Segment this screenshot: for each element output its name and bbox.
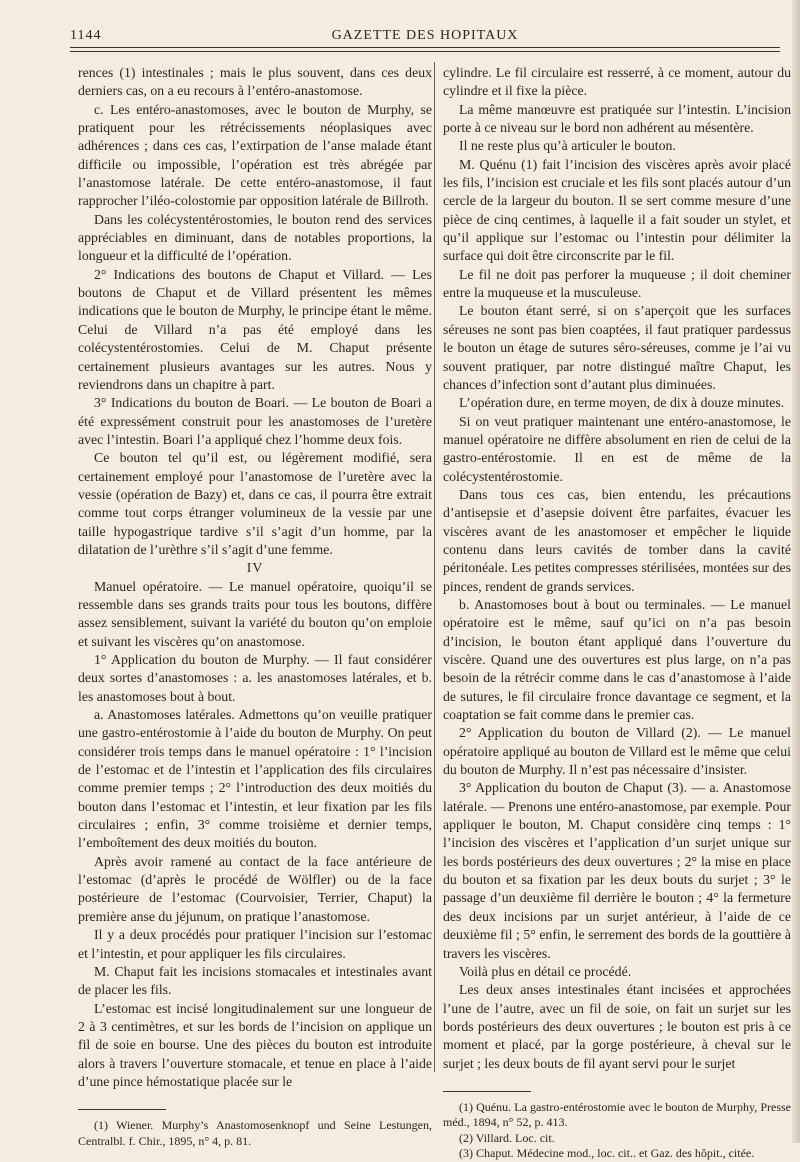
paragraph: Dans tous ces cas, bien entendu, les précautions d’antisepsie et d’asepsie doivent être parfaites, évacuer les viscères avant de les anastomoser et empêcher le liquide contenu dans leurs cavités de tomber dans la cavité péritonéale. Les petites compresses stérilisées, montées sur des pinces, rendent de grands services. — [443, 486, 791, 594]
page-edge — [792, 0, 800, 1143]
paragraph: 2° Indications des boutons de Chaput et Villard. — Les boutons de Chaput et de Villard présentent les mêmes indications que le bouton de Murphy, le principe étant le même. Celui de Villard n’a pas été employé dans les colécystentérostomies. Celui de M. Chaput présente certainement plusieurs avantages sur les autres. Nous y reviendrons dans un chapitre à part. — [78, 266, 432, 392]
paragraph: L’estomac est incisé longitudinalement sur une longueur de 2 à 3 centimètres, et sur les bords de l’incision on applique un fil de soie en bourse. Une des pièces du bouton est introduite alors à travers l’ouverture stomacale, et tenue en place à l’aide d’une pince hémostatique placée sur le — [78, 1000, 432, 1089]
paragraph: Il ne reste plus qu’à articuler le bouton. — [459, 138, 676, 154]
right-column — [443, 64, 791, 1162]
paragraph: cylindre. Le fil circulaire est resserré, à ce moment, autour du cylindre et il fixe la pièce. — [443, 65, 791, 99]
header-rule — [70, 47, 780, 48]
paragraph: 1° Application du bouton de Murphy. — Il faut considérer deux sortes d’anastomoses : a. les anastomoses latérales, et b. les anastomoses bout à bout. — [78, 652, 432, 704]
paragraph: M. Quénu (1) fait l’incision des viscères après avoir placé les fils, l’incision est cruciale et les fils sont placés autour d’un cercle de la largeur du bouton. Il se sert comme mesure d’une pièce de cinq centimes, à laquelle il a fait souder un stylet, et qu’il applique sur l’estomac ou l’intestin pour délimiter la surface qui doit être circonscrite par le fil. — [443, 156, 791, 264]
paragraph: Voilà plus en détail ce procédé. — [459, 963, 632, 979]
footnote-rule — [443, 1091, 531, 1092]
paragraph: 3° Indications du bouton de Boari. — Le bouton de Boari a été expressément construit pour les anastomoses de l’uretère avec l’intestin. Boari l’a appliqué chez l’homme deux fois. — [78, 395, 432, 447]
journal-title: GAZETTE DES HOPITAUX — [331, 28, 519, 43]
paragraph: Le bouton étant serré, si on s’aperçoit que les surfaces séreuses ne sont pas bien coaptées, il faut pratiquer pardessus le bouton un étage de sutures séro-séreuses, comme je l’ai vu souvent pratiquer, par notre distingué maître Chaput, les chances d’infection sont d’autant plus diminuées. — [443, 303, 791, 392]
paragraph: L’opération dure, en terme moyen, de dix à douze minutes. — [459, 395, 785, 411]
paragraph: a. Anastomoses latérales. Admettons qu’on veuille pratiquer une gastro-entérostomie à l’aide du bouton de Murphy. On peut considérer trois temps dans le manuel opératoire : 1° l’incision de l’estomac et de l’intestin et l’application des fils circulaires comme premier temps ; 2° l’introduction des deux moitiés du bouton dans l’estomac et l’intestin, et leur fixation par les fils circulaires ; enfin, 3° comme troisième et dernier temps, l’emboîtement des deux moitiés du bouton. — [78, 707, 432, 851]
paragraph: Manuel opératoire. — Le manuel opératoire, quoiqu’il se ressemble dans ses grands traits pour tous les boutons, diffère assez sensiblement, suivant la variété du bouton qu’on emploie et suivant les viscères qu’on anastomose. — [78, 578, 432, 649]
paragraph: M. Chaput fait les incisions stomacales et intestinales avant de placer les fils. — [78, 963, 432, 998]
footnote: (1) Quénu. La gastro-entérostomie avec le bouton de Murphy, Presse méd., 1894, n° 52, p. 413. — [443, 1099, 791, 1130]
header-rule-thin — [70, 51, 780, 52]
column-divider — [434, 62, 435, 1072]
paragraph: Ce bouton tel qu’il est, ou légèrement modifié, sera certainement employé pour l’anastomose de l’uretère avec la vessie (opération de Bazy) et, dans ce cas, il pourra être extrait comme tout corps étranger volumineux de la vessie par une taille hypogastrique tardive s’il s’agit d’un homme, par la dilatation de l’urèthre s’il s’agit d’une femme. — [78, 450, 432, 557]
footnote: (1) Wiener. Murphy’s Anastomosenknopf und Seine Lestungen, Centralbl. f. Chir., 1895, n° 4, p. 81. — [78, 1118, 432, 1148]
section-heading: IV — [246, 560, 264, 576]
paragraph: c. Les entéro-anastomoses, avec le bouton de Murphy, se pratiquent pour les rétrécissements néoplasiques avec adhérences ; dans ces cas, l’extirpation de l’anse malade étant difficile ou impossible, l’opération est très abrégée par l’anastomose latérale. De cette entéro-anastomose, il faut rapprocher l’iléo-colostomie par opposition latérale de Billroth. — [78, 101, 432, 209]
paragraph: Le fil ne doit pas perforer la muqueuse ; il doit cheminer entre la muqueuse et la musculeuse. — [443, 266, 791, 301]
footnote: (3) Chaput. Médecine mod., loc. cit.. et Gaz. des hôpit., citée. — [459, 1146, 755, 1161]
footnote-rule — [78, 1109, 166, 1110]
paragraph: La même manœuvre est pratiquée sur l’intestin. L’incision porte à ce niveau sur le bord non adhérent au mésentère. — [443, 101, 791, 136]
page-number: 1144 — [70, 28, 102, 43]
page-header — [70, 22, 780, 46]
paragraph: 2° Application du bouton de Villard (2). — Le manuel opératoire appliqué au bouton de Villard est le même que celui du bouton de Murphy. Il n’est pas nécessaire d’insister. — [443, 725, 791, 778]
paragraph: Il y a deux procédés pour pratiquer l’incision sur l’estomac et l’intestin, et pour appliquer les fils circulaires. — [78, 927, 432, 961]
paragraph: rences (1) intestinales ; mais le plus souvent, dans ces deux derniers cas, on a eu recours à l’entéro-anastomose. — [78, 65, 432, 99]
left-column — [78, 64, 432, 1149]
paragraph: Après avoir ramené au contact de la face antérieure de l’estomac (d’après le procédé de Wölfler) ou de la face postérieure de l’estomac (Courvoisier, Terrier, Chaput) la première anse du jéjunum, on pratique l’anastomose. — [78, 853, 432, 924]
paragraph: 3° Application du bouton de Chaput (3). — a. Anastomose latérale. — Prenons une entéro-anastomose, par exemple. Pour appliquer le bouton, M. Chaput considère cinq temps : 1° l’incision des viscères et l’application d’un surjet unique sur les bords postérieurs des deux ouvertures ; 2° la mise en place du bouton et sa fixation par les deux bouts du surjet ; 3° le passage d’un deuxième fil derrière le bouton ; 4° la fermeture des deux incisions par un surjet antérieur, à l’aide de ce deuxième fil ; 5° enfin, le serrement des bords de la gouttière à travers les viscères. — [443, 780, 791, 961]
paragraph: b. Anastomoses bout à bout ou terminales. — Le manuel opératoire est le même, sauf qu’ici on n’a pas besoin d’incision, le bouton étant appliqué dans l’ouverture du viscère. Quand une des ouvertures est plus large, on n’a pas besoin de la rétrécir comme dans le cas d’anastomose à l’aide de sutures, le fil circulaire fronce davantage ce segment, et la coaptation se fait comme dans le premier cas. — [443, 596, 791, 723]
paragraph: Les deux anses intestinales étant incisées et approchées l’une de l’autre, avec un fil de soie, on fait un surjet sur les bords postérieurs des deux ouvertures ; le bouton est pris à ce moment et placé, par la gorge postérieure, à cheval sur le surjet ; les deux bouts de fil ayant servi pour le surjet — [443, 982, 791, 1071]
paragraph: Si on veut pratiquer maintenant une entéro-anastomose, le manuel opératoire ne diffère absolument en rien de celui de la gastro-entérostomie. Il en est de même de la colécystentérostomie. — [443, 413, 791, 484]
footnote: (2) Villard. Loc. cit. — [459, 1130, 555, 1145]
paragraph: Dans les colécystentérostomies, le bouton rend des services appréciables en diminuant, dans de notables proportions, la longueur et la difficulté de l’opération. — [78, 211, 432, 264]
